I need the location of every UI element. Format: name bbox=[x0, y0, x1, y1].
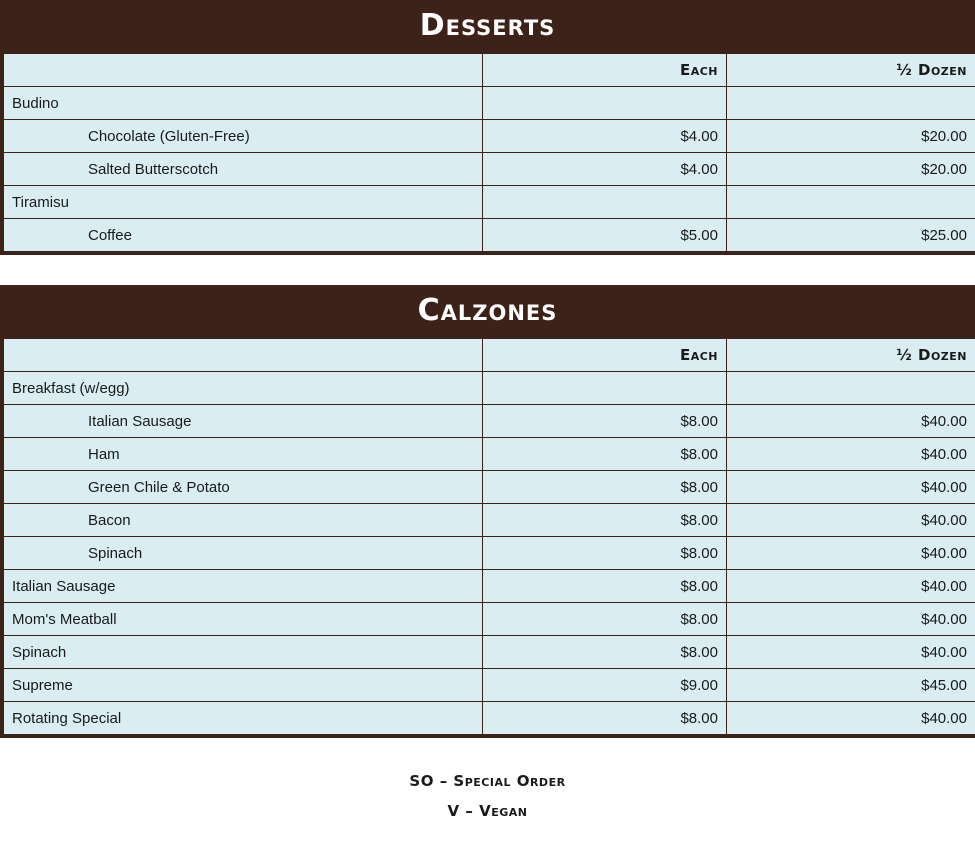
price-each: $8.00 bbox=[483, 702, 727, 735]
price-each: $8.00 bbox=[483, 570, 727, 603]
price-half-dozen: $40.00 bbox=[727, 438, 975, 471]
price-each: $9.00 bbox=[483, 669, 727, 702]
item-group-name: Breakfast (w/egg) bbox=[4, 372, 483, 405]
section-title: Desserts bbox=[3, 0, 972, 53]
table-row bbox=[4, 570, 975, 603]
price-each: $8.00 bbox=[483, 471, 727, 504]
table-row bbox=[4, 438, 975, 471]
table-row bbox=[4, 636, 975, 669]
price-each: $5.00 bbox=[483, 219, 727, 252]
price-half-dozen bbox=[727, 186, 975, 219]
price-each: $8.00 bbox=[483, 537, 727, 570]
item-group-name: Italian Sausage bbox=[4, 570, 483, 603]
price-half-dozen: $40.00 bbox=[727, 702, 975, 735]
item-group-name: Budino bbox=[4, 87, 483, 120]
item-name: Ham bbox=[4, 438, 483, 471]
item-group-name: Mom's Meatball bbox=[4, 603, 483, 636]
section-gap bbox=[0, 255, 975, 285]
column-header-name bbox=[4, 54, 483, 87]
price-each bbox=[483, 87, 727, 120]
price-half-dozen: $40.00 bbox=[727, 471, 975, 504]
table-row bbox=[4, 120, 975, 153]
price-each bbox=[483, 372, 727, 405]
price-each: $8.00 bbox=[483, 636, 727, 669]
table-row bbox=[4, 669, 975, 702]
item-group-name: Tiramisu bbox=[4, 186, 483, 219]
column-header-each: Each bbox=[483, 339, 727, 372]
price-half-dozen: $40.00 bbox=[727, 405, 975, 438]
table-row bbox=[4, 702, 975, 735]
legend-line: SO – Special Order bbox=[409, 772, 566, 790]
price-half-dozen: $25.00 bbox=[727, 219, 975, 252]
price-half-dozen: $20.00 bbox=[727, 153, 975, 186]
price-half-dozen bbox=[727, 87, 975, 120]
table-row bbox=[4, 372, 975, 405]
price-each bbox=[483, 186, 727, 219]
column-header-half-dozen: ½ Dozen bbox=[727, 54, 975, 87]
price-half-dozen: $20.00 bbox=[727, 120, 975, 153]
item-group-name: Rotating Special bbox=[4, 702, 483, 735]
item-name: Coffee bbox=[4, 219, 483, 252]
price-each: $4.00 bbox=[483, 153, 727, 186]
menu-table bbox=[3, 53, 975, 252]
item-name: Green Chile & Potato bbox=[4, 471, 483, 504]
table-row bbox=[4, 219, 975, 252]
table-row bbox=[4, 471, 975, 504]
table-row bbox=[4, 186, 975, 219]
menu-legend bbox=[0, 738, 975, 826]
price-half-dozen: $40.00 bbox=[727, 570, 975, 603]
table-row bbox=[4, 537, 975, 570]
table-row bbox=[4, 405, 975, 438]
price-half-dozen: $40.00 bbox=[727, 504, 975, 537]
price-half-dozen bbox=[727, 372, 975, 405]
table-row bbox=[4, 153, 975, 186]
table-header-row bbox=[4, 339, 975, 372]
price-half-dozen: $40.00 bbox=[727, 603, 975, 636]
price-half-dozen: $45.00 bbox=[727, 669, 975, 702]
item-name: Italian Sausage bbox=[4, 405, 483, 438]
item-group-name: Supreme bbox=[4, 669, 483, 702]
table-row bbox=[4, 87, 975, 120]
legend-line: V – Vegan bbox=[447, 802, 528, 820]
price-each: $8.00 bbox=[483, 603, 727, 636]
price-each: $8.00 bbox=[483, 405, 727, 438]
item-group-name: Spinach bbox=[4, 636, 483, 669]
item-name: Chocolate (Gluten-Free) bbox=[4, 120, 483, 153]
column-header-name bbox=[4, 339, 483, 372]
item-name: Spinach bbox=[4, 537, 483, 570]
price-each: $8.00 bbox=[483, 438, 727, 471]
section-title: Calzones bbox=[3, 285, 972, 338]
column-header-half-dozen: ½ Dozen bbox=[727, 339, 975, 372]
item-name: Bacon bbox=[4, 504, 483, 537]
item-name: Salted Butterscotch bbox=[4, 153, 483, 186]
price-each: $4.00 bbox=[483, 120, 727, 153]
table-row bbox=[4, 603, 975, 636]
menu-table bbox=[3, 338, 975, 735]
menu-section bbox=[0, 285, 975, 738]
menu-section bbox=[0, 0, 975, 255]
price-half-dozen: $40.00 bbox=[727, 537, 975, 570]
table-header-row bbox=[4, 54, 975, 87]
price-half-dozen: $40.00 bbox=[727, 636, 975, 669]
table-row bbox=[4, 504, 975, 537]
price-each: $8.00 bbox=[483, 504, 727, 537]
column-header-each: Each bbox=[483, 54, 727, 87]
